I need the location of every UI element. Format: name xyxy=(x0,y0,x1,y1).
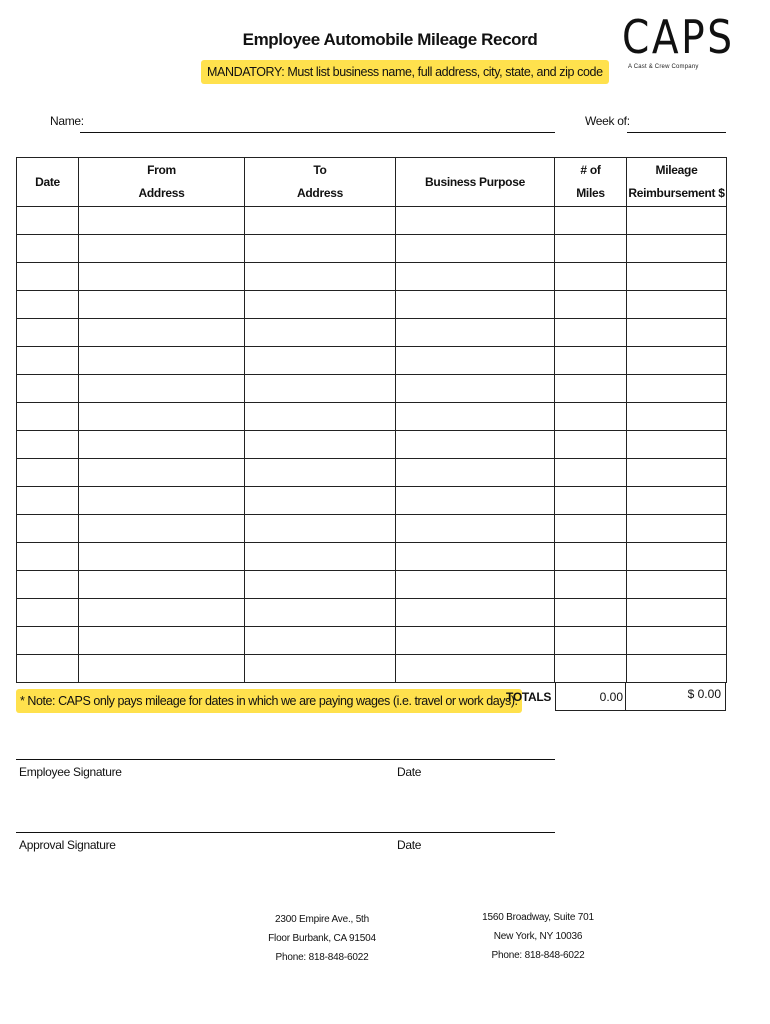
to-address-cell[interactable] xyxy=(245,571,396,599)
miles-cell[interactable] xyxy=(555,627,627,655)
table-row xyxy=(17,543,727,571)
header-business-purpose: Business Purpose xyxy=(396,158,555,207)
from-address-cell[interactable] xyxy=(79,431,245,459)
table-row xyxy=(17,347,727,375)
mandatory-notice: MANDATORY: Must list business name, full address, city, state, and zip code xyxy=(201,60,609,84)
logo-tagline: A Cast & Crew Company xyxy=(628,64,699,70)
table-row xyxy=(17,459,727,487)
from-address-cell[interactable] xyxy=(79,235,245,263)
date-cell[interactable] xyxy=(17,515,79,543)
table-row xyxy=(17,515,727,543)
address-line: 1560 Broadway, Suite 701 xyxy=(482,912,594,923)
date-cell[interactable] xyxy=(17,459,79,487)
from-address-cell[interactable] xyxy=(79,403,245,431)
reimbursement-cell[interactable] xyxy=(627,627,727,655)
address-phone: Phone: 818-848-6022 xyxy=(491,950,585,961)
from-address-cell[interactable] xyxy=(79,291,245,319)
name-label: Name: xyxy=(50,114,84,128)
to-address-cell[interactable] xyxy=(245,431,396,459)
employee-signature-line[interactable] xyxy=(16,759,555,760)
date-cell[interactable] xyxy=(17,655,79,683)
to-address-cell[interactable] xyxy=(245,543,396,571)
reimbursement-cell[interactable] xyxy=(627,207,727,235)
date-cell[interactable] xyxy=(17,235,79,263)
miles-cell[interactable] xyxy=(555,459,627,487)
total-reimbursement-cell: $ 0.00 xyxy=(626,683,726,711)
miles-cell[interactable] xyxy=(555,599,627,627)
reimbursement-cell[interactable] xyxy=(627,515,727,543)
header-date: Date xyxy=(17,158,79,207)
table-row xyxy=(17,571,727,599)
business-purpose-cell[interactable] xyxy=(396,235,555,263)
business-purpose-cell[interactable] xyxy=(396,459,555,487)
business-purpose-cell[interactable] xyxy=(396,263,555,291)
miles-cell[interactable] xyxy=(555,291,627,319)
date-cell[interactable] xyxy=(17,319,79,347)
to-address-cell[interactable] xyxy=(245,515,396,543)
date-cell[interactable] xyxy=(17,571,79,599)
miles-cell[interactable] xyxy=(555,487,627,515)
date-cell[interactable] xyxy=(17,207,79,235)
from-address-cell[interactable] xyxy=(79,487,245,515)
mileage-table xyxy=(16,157,727,683)
approval-signature-label: Approval Signature xyxy=(19,838,116,852)
date-cell[interactable] xyxy=(17,627,79,655)
miles-cell[interactable] xyxy=(555,375,627,403)
to-address-cell[interactable] xyxy=(245,375,396,403)
reimbursement-cell[interactable] xyxy=(627,235,727,263)
from-address-cell[interactable] xyxy=(79,655,245,683)
header-to-address: To Address xyxy=(245,158,396,207)
business-purpose-cell[interactable] xyxy=(396,655,555,683)
table-row xyxy=(17,627,727,655)
date-cell[interactable] xyxy=(17,487,79,515)
business-purpose-cell[interactable] xyxy=(396,291,555,319)
business-purpose-cell[interactable] xyxy=(396,487,555,515)
employee-signature-label: Employee Signature xyxy=(19,765,122,779)
address-line: Floor Burbank, CA 91504 xyxy=(268,933,376,944)
miles-cell[interactable] xyxy=(555,207,627,235)
to-address-cell[interactable] xyxy=(245,487,396,515)
table-row xyxy=(17,235,727,263)
date-cell[interactable] xyxy=(17,263,79,291)
reimbursement-cell[interactable] xyxy=(627,403,727,431)
reimbursement-cell[interactable] xyxy=(627,347,727,375)
date-cell[interactable] xyxy=(17,375,79,403)
business-purpose-cell[interactable] xyxy=(396,347,555,375)
reimbursement-cell[interactable] xyxy=(627,571,727,599)
to-address-cell[interactable] xyxy=(245,599,396,627)
business-purpose-cell[interactable] xyxy=(396,431,555,459)
from-address-cell[interactable] xyxy=(79,375,245,403)
reimbursement-cell[interactable] xyxy=(627,375,727,403)
from-address-cell[interactable] xyxy=(79,207,245,235)
from-address-cell[interactable] xyxy=(79,319,245,347)
from-address-cell[interactable] xyxy=(79,599,245,627)
caps-logo xyxy=(622,10,735,82)
reimbursement-cell[interactable] xyxy=(627,431,727,459)
page-title: Employee Automobile Mileage Record xyxy=(242,30,538,49)
miles-cell[interactable] xyxy=(555,347,627,375)
to-address-cell[interactable] xyxy=(245,627,396,655)
business-purpose-cell[interactable] xyxy=(396,375,555,403)
business-purpose-cell[interactable] xyxy=(396,599,555,627)
date-cell[interactable] xyxy=(17,599,79,627)
to-address-cell[interactable] xyxy=(245,459,396,487)
totals-label: TOTALS xyxy=(506,690,552,704)
table-row xyxy=(17,655,727,683)
approval-date-label: Date xyxy=(397,838,422,852)
date-cell[interactable] xyxy=(17,543,79,571)
business-purpose-cell[interactable] xyxy=(396,571,555,599)
date-cell[interactable] xyxy=(17,431,79,459)
miles-cell[interactable] xyxy=(555,431,627,459)
address-line: 2300 Empire Ave., 5th xyxy=(274,914,369,925)
reimbursement-cell[interactable] xyxy=(627,543,727,571)
table-row xyxy=(17,599,727,627)
table-row xyxy=(17,375,727,403)
miles-cell[interactable] xyxy=(555,655,627,683)
from-address-cell[interactable] xyxy=(79,543,245,571)
table-row xyxy=(17,207,727,235)
date-cell[interactable] xyxy=(17,347,79,375)
table-row xyxy=(17,431,727,459)
to-address-cell[interactable] xyxy=(245,403,396,431)
to-address-cell[interactable] xyxy=(245,207,396,235)
table-row xyxy=(17,487,727,515)
logo-mark: CAPS xyxy=(622,10,735,64)
date-cell[interactable] xyxy=(17,403,79,431)
date-cell[interactable] xyxy=(17,291,79,319)
header-reimbursement: Mileage Reimbursement $ xyxy=(627,158,727,207)
new-york-address xyxy=(478,908,598,965)
table-row xyxy=(17,319,727,347)
address-phone: Phone: 818-848-6022 xyxy=(275,952,369,963)
reimbursement-cell[interactable] xyxy=(627,291,727,319)
from-address-cell[interactable] xyxy=(79,571,245,599)
address-line: New York, NY 10036 xyxy=(493,931,583,942)
approval-signature-line[interactable] xyxy=(16,832,555,833)
name-field[interactable] xyxy=(80,132,555,133)
business-purpose-cell[interactable] xyxy=(396,403,555,431)
business-purpose-cell[interactable] xyxy=(396,627,555,655)
week-of-field[interactable] xyxy=(627,132,726,133)
to-address-cell[interactable] xyxy=(245,263,396,291)
reimbursement-cell[interactable] xyxy=(627,319,727,347)
employee-date-label: Date xyxy=(397,765,422,779)
table-header-row xyxy=(17,158,727,207)
reimbursement-cell[interactable] xyxy=(627,655,727,683)
to-address-cell[interactable] xyxy=(245,235,396,263)
reimbursement-cell[interactable] xyxy=(627,263,727,291)
business-purpose-cell[interactable] xyxy=(396,515,555,543)
business-purpose-cell[interactable] xyxy=(396,543,555,571)
reimbursement-cell[interactable] xyxy=(627,599,727,627)
business-purpose-cell[interactable] xyxy=(396,207,555,235)
reimbursement-cell[interactable] xyxy=(627,459,727,487)
miles-cell[interactable] xyxy=(555,263,627,291)
header-from-address: From Address xyxy=(79,158,245,207)
from-address-cell[interactable] xyxy=(79,627,245,655)
miles-cell[interactable] xyxy=(555,235,627,263)
to-address-cell[interactable] xyxy=(245,291,396,319)
miles-cell[interactable] xyxy=(555,403,627,431)
table-row xyxy=(17,263,727,291)
header-miles: # of Miles xyxy=(555,158,627,207)
miles-cell[interactable] xyxy=(555,515,627,543)
from-address-cell[interactable] xyxy=(79,515,245,543)
week-of-label: Week of: xyxy=(585,114,630,128)
to-address-cell[interactable] xyxy=(245,655,396,683)
from-address-cell[interactable] xyxy=(79,459,245,487)
table-row xyxy=(17,291,727,319)
table-row xyxy=(17,403,727,431)
burbank-address xyxy=(262,910,382,967)
to-address-cell[interactable] xyxy=(245,319,396,347)
reimbursement-cell[interactable] xyxy=(627,487,727,515)
mileage-note: * Note: CAPS only pays mileage for dates in which we are paying wages (i.e. travel or work days). xyxy=(16,689,522,713)
from-address-cell[interactable] xyxy=(79,347,245,375)
miles-cell[interactable] xyxy=(555,571,627,599)
miles-cell[interactable] xyxy=(555,319,627,347)
miles-cell[interactable] xyxy=(555,543,627,571)
total-miles-cell: 0.00 xyxy=(555,683,626,711)
business-purpose-cell[interactable] xyxy=(396,319,555,347)
from-address-cell[interactable] xyxy=(79,263,245,291)
to-address-cell[interactable] xyxy=(245,347,396,375)
